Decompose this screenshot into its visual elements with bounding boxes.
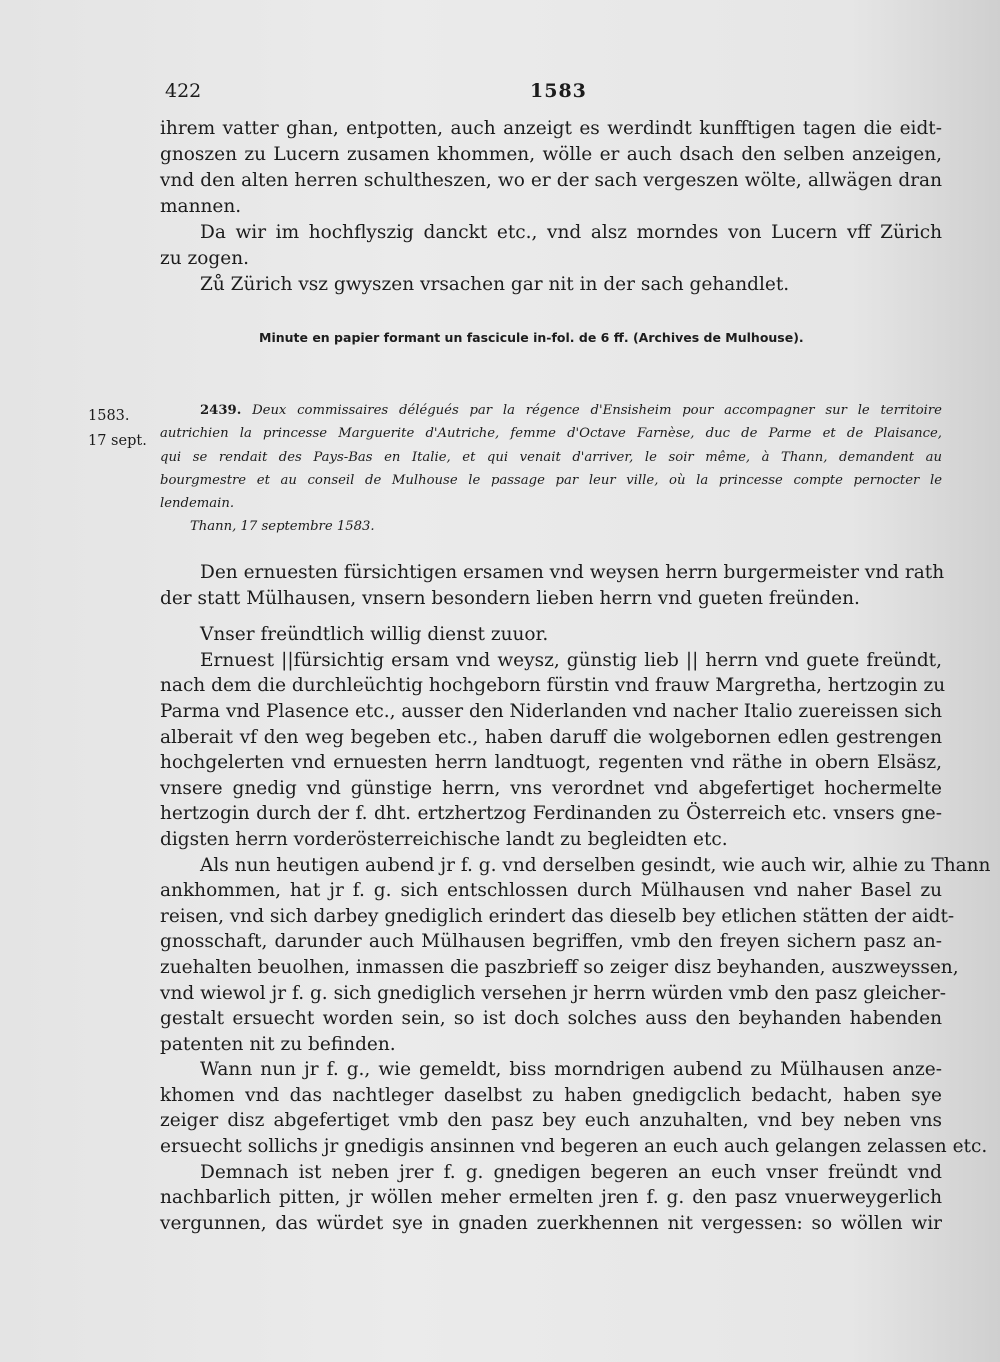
text-line: zeiger disz abgefertiget vmb den pasz bey euch anzuhalten, vnd bey neben vns — [160, 1110, 942, 1132]
text-line: ihrem vatter ghan, entpotten, auch anzeigt es werdindt kunfftigen tagen die eidt- — [160, 118, 942, 139]
summary-line: autrichien la princesse Marguerite d'Autriche, femme d'Octave Farnèse, duc de Parme et de Plaisance, — [160, 426, 942, 442]
text-line: zuehalten beuolhen, inmassen die paszbrieff so zeiger disz beyhanden, auszweyssen, — [160, 956, 959, 978]
text-line: Ernuest ||fürsichtig ersam vnd weysz, günstig lieb || herrn vnd guete freündt, — [200, 649, 942, 671]
summary-line: lendemain. — [160, 496, 235, 512]
text-line: digsten herrn vorderösterreichische landt zu begleidten etc. — [160, 828, 728, 850]
text-line: nachbarlich pitten, jr wöllen meher ermelten jren f. g. den pasz vnuerweygerlich — [160, 1187, 942, 1209]
source-note: Minute en papier formant un fascicule in-fol. de 6 ff. (Archives de Mulhouse). — [259, 330, 804, 345]
page-number: 422 — [165, 80, 202, 102]
text-line: mannen. — [160, 196, 242, 217]
text-line: hertzogin durch der f. dht. ertzhertzog Ferdinanden zu Österreich etc. vnsers gne- — [160, 803, 942, 825]
text-line: vnd den alten herren schultheszen, wo er der sach vergeszen wölte, allwägen dran — [160, 170, 942, 191]
summary-text: Deux commissaires délégués par la régence d'Ensisheim pour accompagner sur le territoire — [252, 403, 942, 418]
text-line: Wann nun jr f. g., wie gemeldt, biss morndrigen aubend zu Mülhausen anze- — [200, 1059, 942, 1081]
text-line: vnd wiewol jr f. g. sich gnediglich versehen jr herrn würden vmb den pasz gleicher- — [160, 982, 947, 1004]
text-line: Zů Zürich vsz gwyszen vrsachen gar nit in der sach gehandlet. — [200, 274, 790, 295]
greeting: Vnser freündtlich willig dienst zuuor. — [200, 624, 549, 646]
text-line: Da wir im hochflyszig danckt etc., vnd alsz morndes von Lucern vff Zürich — [200, 222, 942, 243]
summary-line — [160, 399, 942, 422]
text-line: hochgelerten vnd ernuesten herrn landtuogt, regenten vnd räthe in obern Elsäsz, — [160, 752, 942, 774]
text-line: Demnach ist neben jrer f. g. gnedigen begeren an euch vnser freündt vnd — [200, 1161, 942, 1183]
address-line: Den ernuesten fürsichtigen ersamen vnd weysen herrn burgermeister vnd rath — [200, 562, 945, 583]
text-line: alberait vf den weg begeben etc., haben daruff die wolgebornen edlen gestrengen — [160, 726, 942, 748]
address-line: der statt Mülhausen, vnsern besondern lieben herrn vnd gueten freünden. — [160, 587, 860, 609]
text-line: ersuecht sollichs jr gnedigis ansinnen vnd begeren an euch auch gelangen zelassen etc. — [160, 1136, 988, 1158]
running-head-year: 1583 — [530, 80, 587, 102]
summary-line: qui se rendait des Pays-Bas en Italie, et qui venait d'arriver, le soir même, à Thann, demandent au — [160, 449, 942, 465]
text-line: vnsere gnedig vnd günstige herrn, vns verordnet vnd abgefertiget hochermelte — [160, 777, 942, 799]
text-line: reisen, vnd sich darbey gnediglich erindert das dieselb bey etlichen stätten der aidt- — [160, 905, 955, 927]
margin-year: 1583. — [88, 408, 130, 424]
place-date: Thann, 17 septembre 1583. — [190, 519, 375, 535]
text-line: Parma vnd Plasence etc., ausser den Niderlanden vnd nacher Italio zuereissen sich — [160, 700, 943, 722]
entry-number: 2439. — [200, 403, 242, 418]
letter-body — [160, 560, 991, 1236]
text-line: khomen vnd das nachtleger daselbst zu haben gnedigclich bedacht, haben sye — [160, 1084, 942, 1106]
text-line: zu zogen. — [160, 248, 250, 269]
text-line: vergunnen, das würdet sye in gnaden zuerkhennen nit vergessen: so wöllen wir — [160, 1212, 942, 1234]
entry-summary — [160, 399, 942, 539]
text-line: gnoszen zu Lucern zusamen khommen, wölle er auch dsach den selben anzeigen, — [160, 144, 942, 165]
summary-line: bourgmestre et au conseil de Mulhouse le passage par leur ville, où la princesse compte pernocter le — [160, 472, 942, 488]
text-line: gnosschaft, darunder auch Mülhausen begriffen, vmb den freyen sichern pasz an- — [160, 931, 942, 953]
text-line: patenten nit zu befinden. — [160, 1033, 396, 1055]
text-line: nach dem die durchleüchtig hochgeborn fürstin vnd frauw Margretha, hertzogin zu — [160, 675, 946, 697]
margin-date: 17 sept. — [88, 433, 147, 449]
text-line: Als nun heutigen aubend jr f. g. vnd derselben gesindt, wie auch wir, alhie zu Thann — [200, 854, 991, 876]
text-line: gestalt ersuecht worden sein, so ist doch solches auss den beyhanden habenden — [160, 1008, 942, 1030]
text-line: ankhommen, hat jr f. g. sich entschlossen durch Mülhausen vnd naher Basel zu — [160, 880, 942, 902]
continuation-text — [160, 116, 942, 298]
